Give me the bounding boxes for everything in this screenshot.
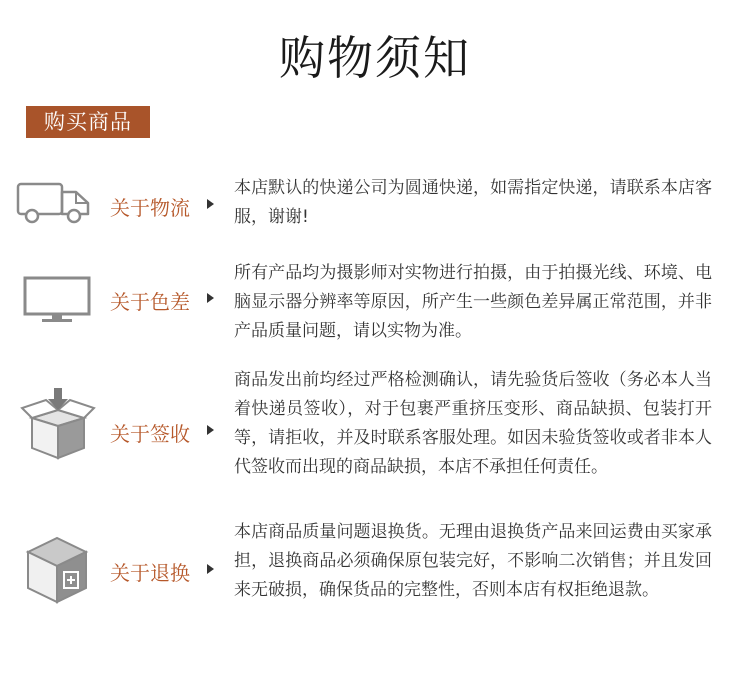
monitor-icon [22, 275, 92, 329]
row-label-color: 关于色差 [110, 290, 190, 314]
row-label-return: 关于退换 [110, 561, 190, 585]
row-text-color: 所有产品均为摄影师对实物进行拍摄，由于拍摄光线、环境、电脑显示器分辨率等原因，所产生一些颜色差异属正常范围，并非产品质量问题，请以实物为准。 [234, 263, 712, 341]
row-text-logistics: 本店默认的快递公司为圆通快递，如需指定快递，请联系本店客服，谢谢! [234, 178, 712, 227]
return-box-icon [24, 534, 90, 610]
arrow-right-icon [207, 293, 214, 303]
info-row-logistics [0, 172, 750, 242]
info-row-color [0, 259, 750, 349]
row-text-return: 本店商品质量问题退换货。无理由退换货产品来回运费由买家承担，退换商品必须确保原包装完好，不影响二次销售；并且发回来无破损，确保货品的完整性，否则本店有权拒绝退款。 [234, 522, 712, 600]
section-badge: 购买商品 [26, 106, 150, 138]
arrow-right-icon [207, 564, 214, 574]
row-label-logistics: 关于物流 [110, 196, 190, 220]
arrow-right-icon [207, 199, 214, 209]
info-row-return [0, 518, 750, 618]
page-title: 购物须知 [279, 31, 471, 85]
package-receive-icon [18, 388, 96, 464]
arrow-right-icon [207, 425, 214, 435]
row-label-receipt: 关于签收 [110, 422, 190, 446]
info-row-receipt [0, 366, 750, 496]
row-text-receipt: 商品发出前均经过严格检测确认，请先验货后签收（务必本人当着快递员签收），对于包裹严重挤压变形、商品缺损、包装打开等，请拒收，并及时联系客服处理。如因未验货签收或者非本人代签收而出现的商品缺损，本店不承担任何责任。 [234, 370, 712, 477]
delivery-truck-icon [16, 182, 92, 228]
